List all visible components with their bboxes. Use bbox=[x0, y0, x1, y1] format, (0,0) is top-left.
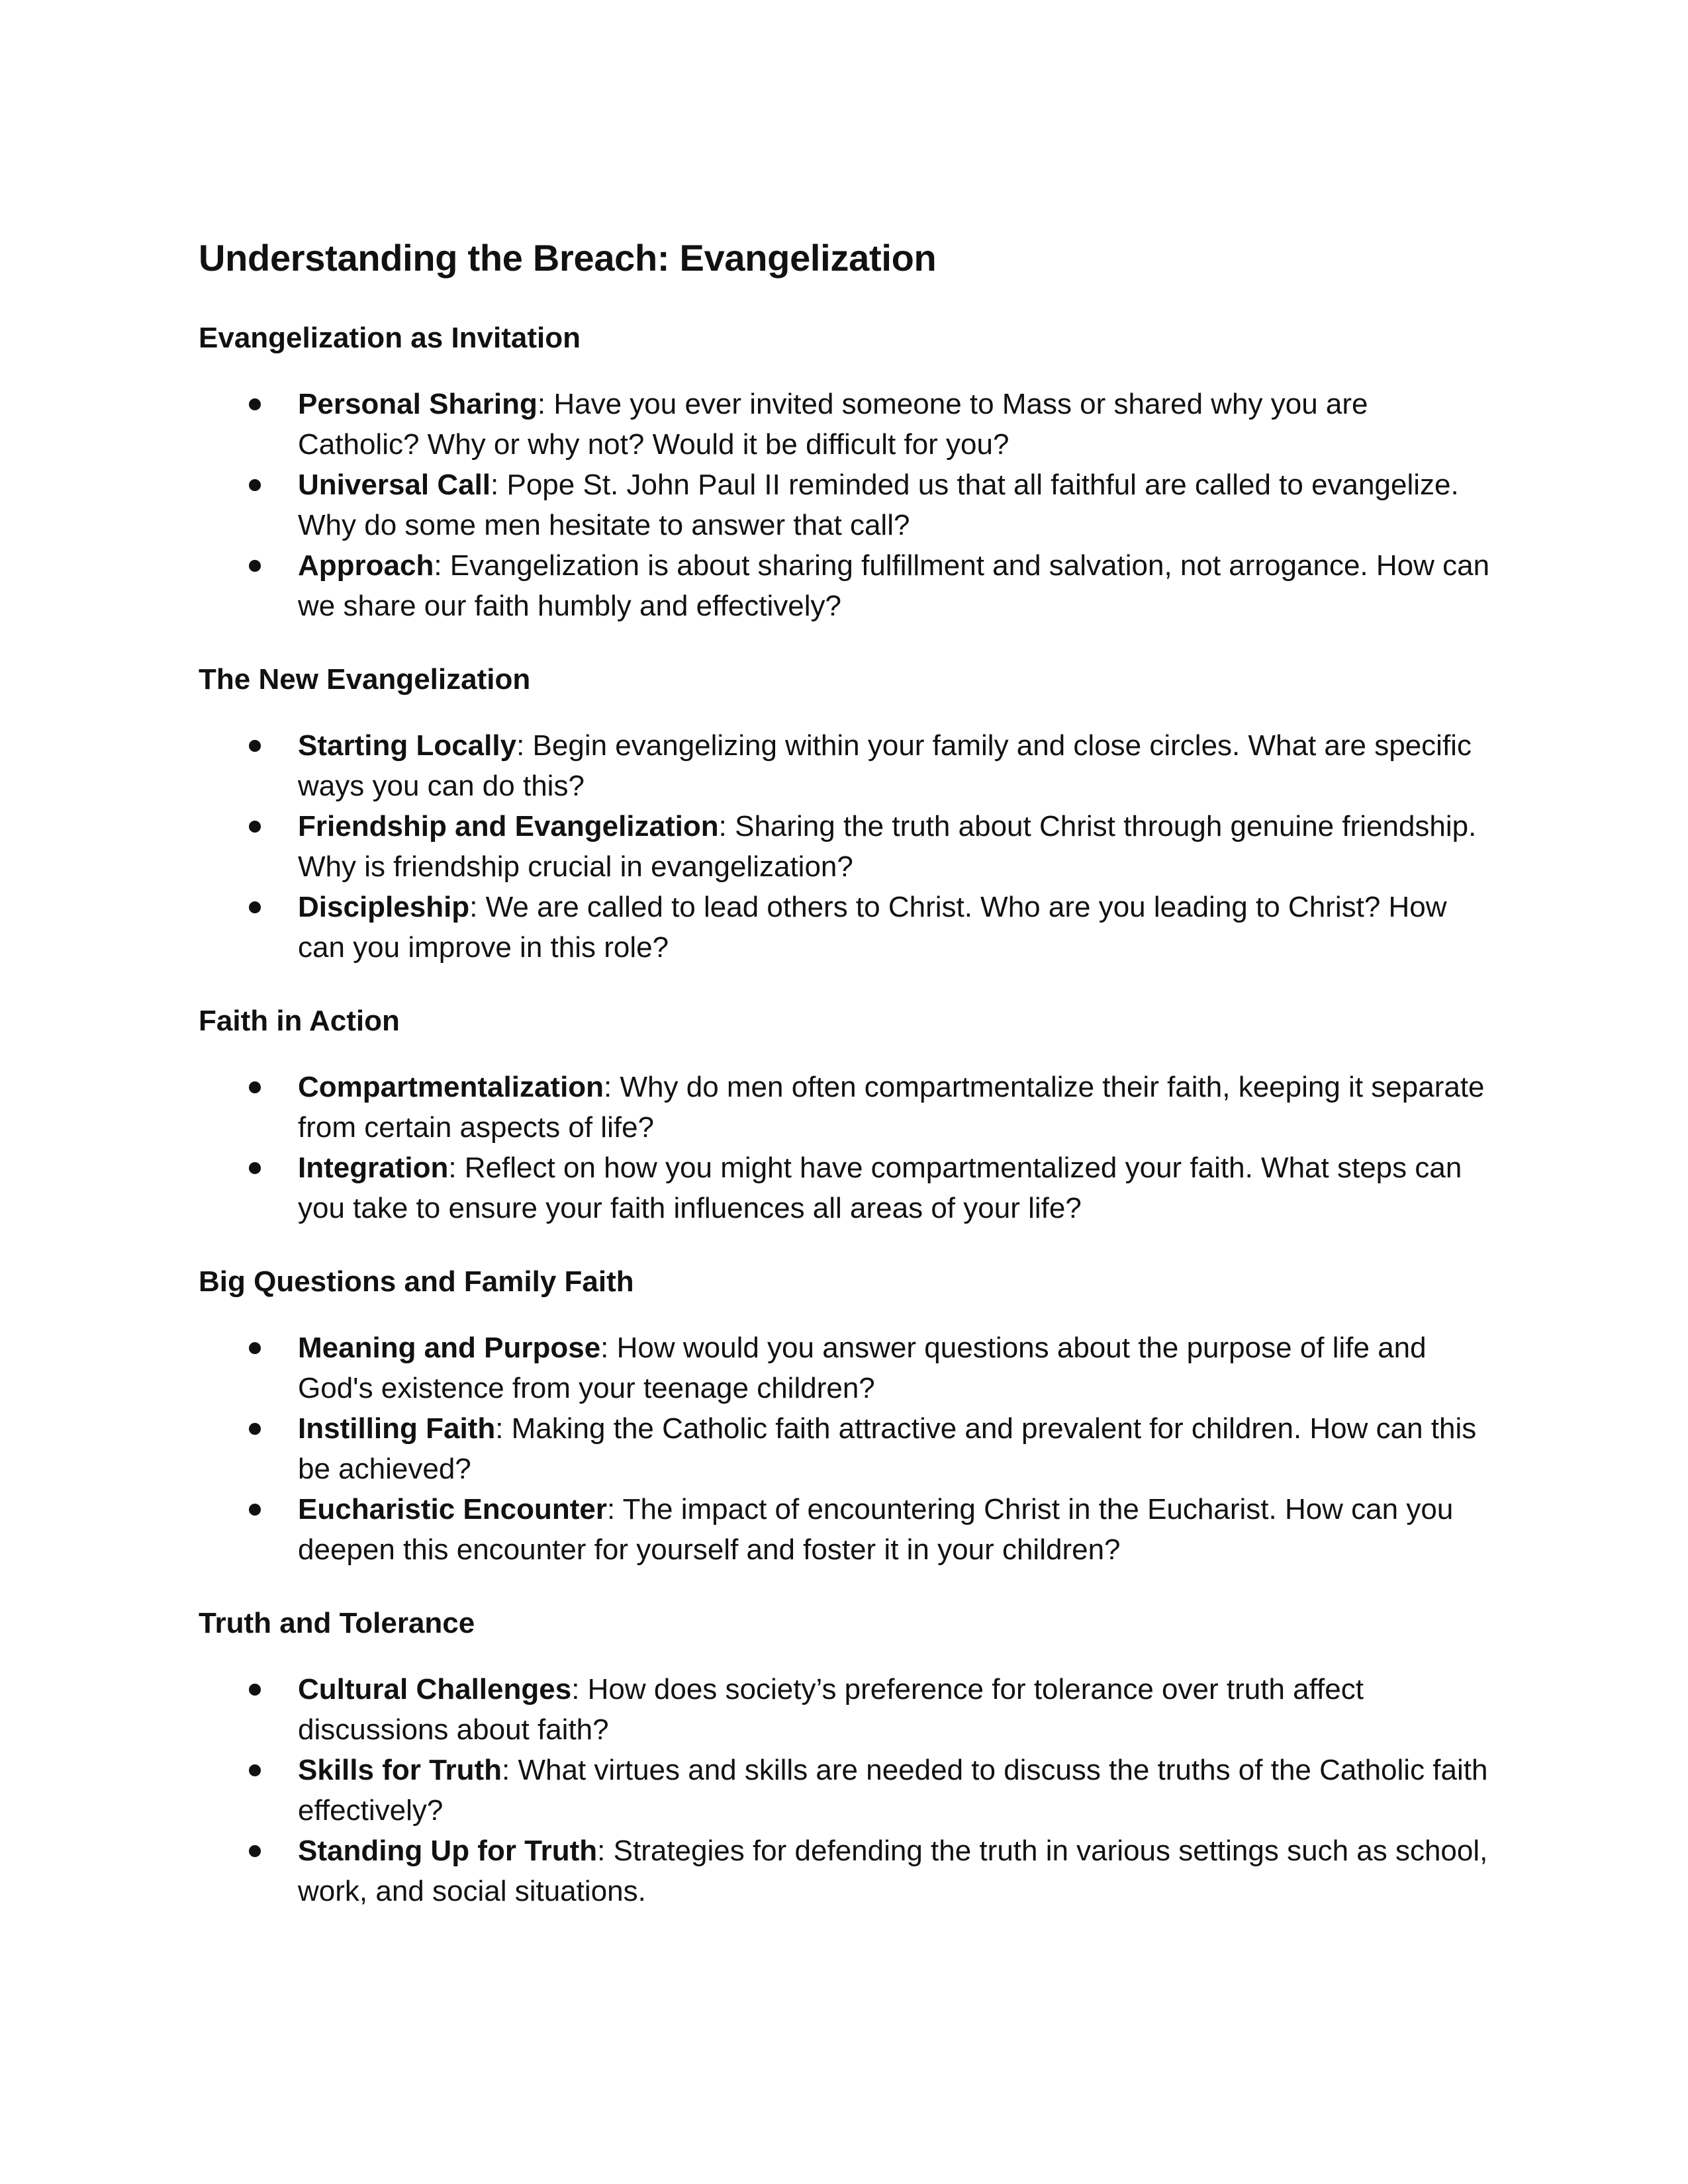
item-term: Eucharistic Encounter bbox=[298, 1493, 608, 1525]
item-text: : Pope St. John Paul II reminded us that all faithful are called to evangelize. Why do some men hesitate to answer that call? bbox=[298, 469, 1459, 541]
item-text: : What virtues and skills are needed to discuss the truths of the Catholic faith effectively? bbox=[298, 1754, 1488, 1827]
section-evangelization-as-invitation bbox=[199, 318, 1496, 626]
list-item bbox=[199, 384, 1496, 465]
bullet-icon bbox=[249, 1504, 261, 1516]
bullet-icon bbox=[249, 821, 261, 833]
section-heading: Faith in Action bbox=[199, 1005, 400, 1037]
item-text: : Sharing the truth about Christ through genuine friendship. Why is friendship crucial in evangelization? bbox=[298, 810, 1477, 883]
item-text: : We are called to lead others to Christ. Who are you leading to Christ? How can you improve in this role? bbox=[298, 891, 1447, 964]
item-text: : The impact of encountering Christ in the Eucharist. How can you deepen this encounter for yourself and foster it in your children? bbox=[298, 1493, 1454, 1566]
bullet-icon bbox=[249, 1162, 261, 1174]
list-item bbox=[199, 1408, 1496, 1489]
document-title: Understanding the Breach: Evangelization bbox=[199, 237, 937, 279]
bullet-icon bbox=[249, 1342, 261, 1354]
bullet-icon bbox=[249, 901, 261, 913]
list-item bbox=[199, 1831, 1496, 1911]
bullet-icon bbox=[249, 1684, 261, 1696]
item-text: : How does society’s preference for tolerance over truth affect discussions about faith? bbox=[298, 1673, 1364, 1746]
section-heading: Truth and Tolerance bbox=[199, 1607, 475, 1639]
list-item bbox=[199, 1148, 1496, 1228]
item-term: Personal Sharing bbox=[298, 388, 538, 420]
item-term: Cultural Challenges bbox=[298, 1673, 572, 1706]
bullet-list bbox=[199, 1669, 1496, 1911]
bullet-list bbox=[199, 1067, 1496, 1228]
list-item bbox=[199, 545, 1496, 626]
list-item bbox=[199, 1489, 1496, 1570]
document-page bbox=[199, 232, 1496, 1911]
item-term: Friendship and Evangelization bbox=[298, 810, 719, 842]
list-item bbox=[199, 1328, 1496, 1408]
section-heading: Big Questions and Family Faith bbox=[199, 1265, 634, 1298]
item-text: : Why do men often compartmentalize their faith, keeping it separate from certain aspects of life? bbox=[298, 1071, 1485, 1144]
item-term: Integration bbox=[298, 1152, 449, 1184]
section-faith-in-action bbox=[199, 1001, 1496, 1228]
item-text: : Reflect on how you might have compartmentalized your faith. What steps can you take to ensure your faith influences all areas of your life? bbox=[298, 1152, 1462, 1224]
bullet-icon bbox=[249, 1081, 261, 1093]
bullet-icon bbox=[249, 398, 261, 410]
bullet-icon bbox=[249, 740, 261, 752]
item-text: : How would you answer questions about the purpose of life and God's existence from your teenage children? bbox=[298, 1332, 1427, 1404]
section-big-questions-family-faith bbox=[199, 1261, 1496, 1570]
bullet-icon bbox=[249, 1764, 261, 1776]
bullet-list bbox=[199, 384, 1496, 626]
bullet-list bbox=[199, 725, 1496, 968]
item-term: Universal Call bbox=[298, 469, 491, 501]
list-item bbox=[199, 887, 1496, 968]
item-term: Compartmentalization bbox=[298, 1071, 604, 1103]
section-new-evangelization bbox=[199, 659, 1496, 968]
item-text: : Have you ever invited someone to Mass or shared why you are Catholic? Why or why not? Would it be difficult for you? bbox=[298, 388, 1368, 461]
bullet-icon bbox=[249, 1845, 261, 1857]
bullet-list bbox=[199, 1328, 1496, 1570]
item-text: : Evangelization is about sharing fulfillment and salvation, not arrogance. How can we share our faith humbly and effectively? bbox=[298, 549, 1490, 622]
bullet-icon bbox=[249, 560, 261, 572]
bullet-icon bbox=[249, 479, 261, 491]
item-term: Instilling Faith bbox=[298, 1412, 496, 1445]
item-term: Starting Locally bbox=[298, 729, 517, 762]
list-item bbox=[199, 1669, 1496, 1750]
item-term: Discipleship bbox=[298, 891, 470, 923]
item-text: : Strategies for defending the truth in various settings such as school, work, and social situations. bbox=[298, 1835, 1488, 1907]
item-term: Skills for Truth bbox=[298, 1754, 502, 1786]
list-item bbox=[199, 1067, 1496, 1148]
item-text: : Making the Catholic faith attractive and prevalent for children. How can this be achieved? bbox=[298, 1412, 1477, 1485]
bullet-icon bbox=[249, 1423, 261, 1435]
item-term: Meaning and Purpose bbox=[298, 1332, 601, 1364]
list-item bbox=[199, 1750, 1496, 1831]
list-item bbox=[199, 725, 1496, 806]
section-heading: Evangelization as Invitation bbox=[199, 322, 581, 354]
section-truth-and-tolerance bbox=[199, 1603, 1496, 1911]
item-term: Standing Up for Truth bbox=[298, 1835, 598, 1867]
item-term: Approach bbox=[298, 549, 434, 582]
list-item bbox=[199, 806, 1496, 887]
list-item bbox=[199, 465, 1496, 545]
section-heading: The New Evangelization bbox=[199, 663, 531, 696]
item-text: : Begin evangelizing within your family and close circles. What are specific ways you can do this? bbox=[298, 729, 1472, 802]
